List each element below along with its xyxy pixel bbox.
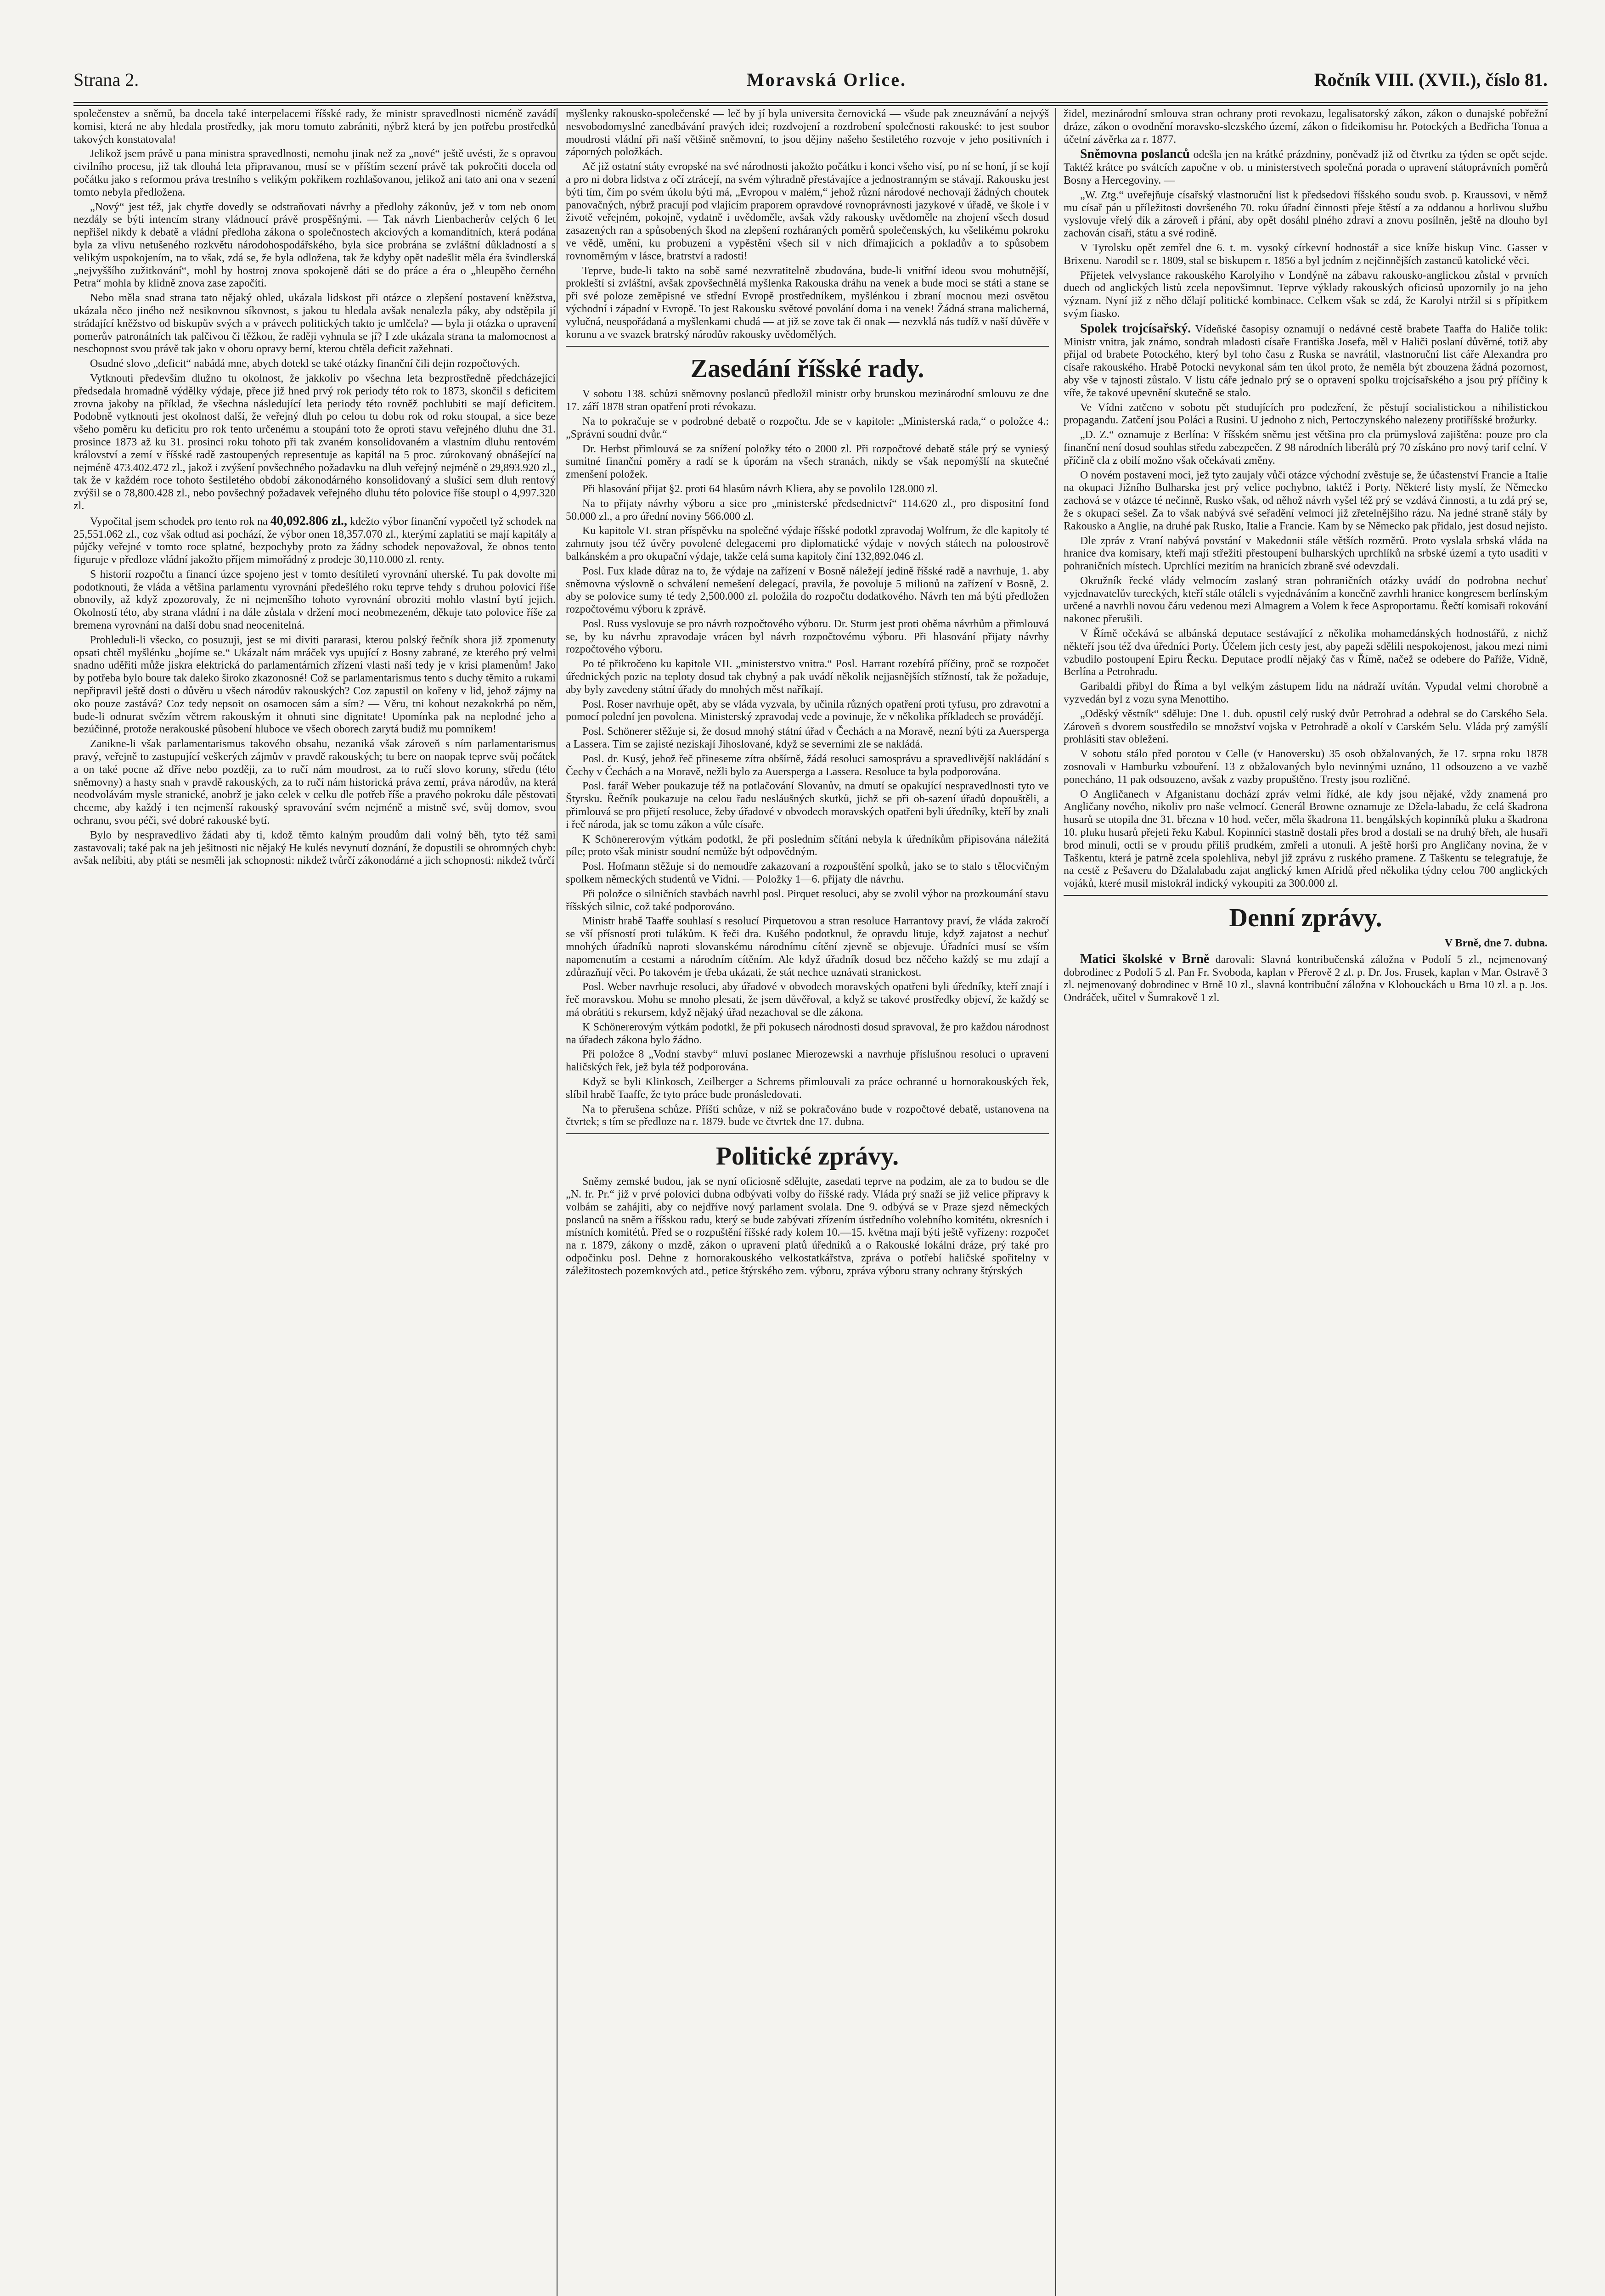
paragraph: Zanikne-li však parlamentarismus takového obsahu, nezaniká však zároveň s ním parlamentarismus pravý, veřejně to zastupující veškerých zájmův v pravdě rakouských; tu bere on naopak teprve svůj počátek a on také pocne až dříve nebo později, za to ručí nám moudrost, za to ručí slovo koruny, středu (této sněmovny) a hasty snah v pravdě rakouských, za to ručí nám historická práva zemí, práva národův, na která neodvolávám mysle stranické, anobrž je jako celek v celku dle potřeb říše a pravého pokroku dále pěstovati chceme, aby každý i ten nejmenší rakouský spravování svém nejméně a mistně své, svůj domov, svou ochranu, svou péči, své dobré rakouské bytí. bbox=[73, 738, 556, 827]
paragraph: Dle zpráv z Vraní nabývá povstání v Makedonii stále větších rozměrů. Proto vyslala srbská vláda na hranice dva komisary, kteří mají střežiti přestoupení bulharských uprchlíků na srbské území a tyto usaditi v pohraničních místech. Uprchlíci mezitím na hranicích zbraně své odevzdali. bbox=[1064, 535, 1548, 573]
paragraph: „D. Z.“ oznamuje z Berlína: V říšském sněmu jest většina pro cla průmyslová zajištěna: pouze pro cla finanční není dosud souhlas středu zabezpečen. Z 98 národních liberálů prý 70 získáno pro nový tarif celní. V příčině cla z obilí možno však očekávati změny. bbox=[1064, 429, 1548, 467]
paragraph: Ku kapitole VI. stran příspěvku na společné výdaje říšské podotkl zpravodaj Wolfrum, že dle kapitoly té zahrnuty jsou též úvěry povolené delegacemi pro diplomatické výdaje v nových státech na poloostrově balkánském a pro okupační výdaje, takže celá suma kapitoly činí 132,892.046 zl. bbox=[566, 525, 1049, 563]
column-divider bbox=[557, 108, 558, 2296]
paragraph: Posl. farář Weber poukazuje též na potlačování Slovanův, na dmutí se opakující nespravedlnosti tyto ve Štyrsku. Řečník poukazuje na celou řadu nesláušných skutků, jichž se při ob-sazení úřadů dopouštěli, a přimlouvá se pro přijetí resoluce, žeby úřadové v obvodech moravských opatřeni byli úředníky, kteří by znali i řeč národa, jak se tomu zákon a vůle císaře. bbox=[566, 780, 1049, 831]
section-rule bbox=[566, 346, 1049, 347]
paragraph: Ač již ostatní státy evropské na své národnosti jakožto počátku i konci všeho visí, po ní se honí, jí se kojí a pro ni dobra lidstva z očí ztrácejí, na svém výhradně přestávajíce a jednostranným se stávají. Rakousku jest býti tím, čím po svém úkolu býti má, „Evropou v malém,“ jehož různí národové nechovají žádných choutek panovačných, nýbrž pracují pod vlajícím praporem opravdové rovnoprávnosti jazykové v úřadě, ve škole i v životě veřejném, pokojně, vydatně i uvědoměle, avšak vždy rakousky uvědoměle na zhojení všech dosud zasazených ran a spůsobených škod na zlepšení rozháraných poměrů společenských, ku všelikému pokroku ve vědě, umění, ku probuzení a vypěstění všech sil v nich dřímajících a pokladův a to spůsobem rovnoměrným v lásce, bratrství a radosti! bbox=[566, 161, 1049, 262]
paragraph: Osudné slovo „deficit“ nabádá mne, abych dotekl se také otázky finanční čili dejin rozpočtových. bbox=[90, 358, 520, 370]
paragraph bbox=[1064, 322, 1548, 400]
section-rule bbox=[1064, 895, 1548, 896]
section-title-reichsrat: Zasedání říšské rady. bbox=[690, 355, 924, 383]
paragraph: Dr. Herbst přimlouvá se za snížení položky této o 2000 zl. Při rozpočtové debatě stále prý se vyniesý sumitné finanční poměry a radí se k úporám na všech stranách, nikdy se však nepomýšlí na skutečné zmenšení položek. bbox=[566, 443, 1049, 481]
paragraph: Na to přijaty návrhy výboru a sice pro „ministerské předsednictví“ 114.620 zl., pro dispositní fond 50.000 zl., a pro úřední noviny 566.000 zl. bbox=[566, 497, 1049, 523]
section-title-politics: Politické zprávy. bbox=[715, 1142, 899, 1171]
paragraph: „Oděský věstník“ sděluje: Dne 1. dub. opustil celý ruský dvůr Petrohrad a odebral se do Carského Sela. Zároveň s dvorem soustředilo se množství vojska v Petrohradě a okolí v Carském Selu. Vláda prý zamýšlí prohlásiti stav obležení. bbox=[1064, 708, 1548, 746]
paragraph: Když se byli Klinkosch, Zeilberger a Schrems přimlouvali za práce ochranné u hornorakouských řek, slíbil hrabě Taaffe, že tyto práce bude pronásledovati. bbox=[566, 1075, 1049, 1101]
paragraph: Posl. Schönerer stěžuje si, že dosud mnohý státní úřad v Čechách a na Moravě, nezní býti za Auersperga a Lassera. Tím se zajisté neziskají Jihoslované, když se severními zle se nakládá. bbox=[566, 726, 1049, 751]
paragraph: Okružník řecké vlády velmocím zaslaný stran pohraničních otázky uvádí do podrobna nechuť vyjednavatelův tureckých, kteří stále otáleli s vyjednáváním a konečně zavrhli hranice kongresem berlínským určené a navrhli novou čáru vedenou mezi Almagrem a Volem k řece Asproportamu. Řečtí komisaři rokování nakonec přerušili. bbox=[1064, 574, 1548, 625]
paragraph: Posl. Weber navrhuje resoluci, aby úřadové v obvodech moravských opatřeni byli úředníky, kteří znají i řeč moravskou. Mohu se mnoho plesati, že jsem důvěřoval, a když se takové prostředky objeví, že každý se má obrátiti s rekursem, když nějaký úřad nezachoval se dle zákona. bbox=[566, 981, 1049, 1019]
text-run: Vypočital jsem schodek pro tento rok na bbox=[90, 515, 268, 528]
paragraph: Posl. Russ vyslovuje se pro návrh rozpočtového výboru. Dr. Sturm jest proti oběma návrhům a přimlouvá se, by ku návrhu zpravodaje vrácen byl návrh rozpočtovému výboru. Při hlasování přijaty návrhy rozpočtového výboru. bbox=[566, 618, 1049, 656]
paragraph: V Tyrolsku opět zemřel dne 6. t. m. vysoký církevní hodnostář a sice kníže biskup Vinc. Gasser v Brixenu. Narodil se r. 1809, stal se biskupem r. 1856 a byl jedním z nejčinnějších zastanců katolické věci. bbox=[1064, 242, 1548, 267]
paragraph: Sněmy zemské budou, jak se nyní oficiosně sdělujte, zasedati teprve na podzim, ale za to budou se dle „N. fr. Pr.“ již v prvé polovici dubna odbývati volby do říšské rady. Vláda prý snaží se již velice přípravy k volbám se zahájiti, aby co nejdříve nový parlament svolala. Dne 9. odbývá se v Praze sjezd německých poslanců na sněm a říšskou radu, který se bude zabývati zřízením ústředního volebního komitétu, okresních i místních komitétů. Před se o rozpuštění říšské rady kolem 10.—15. května mají býti ještě vyřízeny: rozpočet na r. 1879, zákony o mzdě, zákon o upravení platů úředníků a o Rakouské lokální dráze, prý také pro odpočinku posl. Dehne z hornorakouského velkostatkářstva, zpráva o potřebí haličské spořitelny v záležitostech pozemkových atd., petice štýrského zem. výboru, zpráva výboru strany ochrany štýrských bbox=[566, 1176, 1049, 1277]
paragraph: Garibaldi přibyl do Říma a byl velkým zástupem lidu na nádraží uvítán. Vypudal velmi chorobně a vyzvedán byl z vozu syna Menottiho. bbox=[1064, 681, 1548, 706]
text-run: darovali: Slavná kontribučenská záložna v Podolí 5 zl., nejmenovaný dobrodinec z Podolí 5 zl. Pan Fr. Svoboda, kaplan v Přerově 2 zl. p. Dr. Jos. Frusek, kaplan v Mar. Ostravě 3 zl. nejmenovaný dobrodinec v Brně 10 zl., slavná kontribuční záložna v Klobouckách u Brna 10 zl. a p. Jos. Ondráček, učitel v Šumrakově 1 zl. bbox=[1064, 953, 1548, 1004]
paragraph: Prohleduli-li všecko, co posuzuji, jest se mi diviti pararasi, kterou polský řečník shora již zpomenuty opsati chtěl myšlénku „bojíme se.“ Ukázalt nám mráček vys upující z Bosny zabrané, ze kterého prý velmi snadno uděřiti může jiskra elektrická do parlamentárních zřízení vlasti naší tedy je v krisi plamenům! Jako by potřeba bylo boure tak daleko široko zkazonosné! Což se parlamentarismus tento s duchy těmito a rukami nepřipravil ještě dosti o důvěru u všech národův rakouských? Coz zapustil on kořeny v lid, jehož zájmy na oko pouze zastává? Coz tedy nepsoit on osamocen sám a sím? — Věru, tni kohout nezakokrhá po něm, bude-li odnurat svězím větrem rakouským it ohnuti sine dignitate! Upomínka pak na neplodné jeho a bezúčinné, protože nerakouské působení hluboce ve všech oborech zarytá budiž mu pomníkem! bbox=[73, 634, 556, 736]
section-rule bbox=[566, 1133, 1049, 1134]
deficit-figure: 40,092.806 zl., bbox=[270, 513, 347, 528]
text-run: Vídeňské časopisy oznamují o nedávné cestě brabete Taaffa do Haliče tolik: Ministr vnitra, jak známo, sondrah mladosti císaře Františka Josefa, měl v Haliči poslaní důvěrné, totiž aby přijal od brabete Potockého, který byl toho času z Ruska se navrátil, vlastnoruční list cáře Alexandra pro císaře rakouského. Hrabě Potocki nevykonal sám ten úkol proto, že neměla být zbouzena žádná pozornost, aby vše v tajnosti zůstalo. V listu cáře jednalo prý se o opravení spolku trojcísařského a jsou prý příčiny k víře, že takové upevnění skutečně se stalo. bbox=[1064, 323, 1548, 399]
column-2 bbox=[566, 108, 1049, 2296]
text-run: odešla jen na krátké prázdniny, poněvadž již od čtvrtku za týden se opět sejde. Taktéž krátce po svátcích započne v ob. u ministerstvech společná porada o upravení státoprávních poměrů Bosny a Hercegoviny. — bbox=[1064, 149, 1548, 186]
paragraph: Po té přikročeno ku kapitole VII. „ministerstvo vnitra.“ Posl. Harrant rozebírá příčiny, proč se rozpočet úřednických pozic na teploty dosud tak chybný a pak uvádí několik nejjasnějších stížností, tak že požaduje, aby byly zavedeny státní úřady do mnohých měst naříkají. bbox=[566, 658, 1049, 696]
paragraph: Posl. Fux klade důraz na to, že výdaje na zařízení v Bosně náležejí jedině říšské radě a navrhuje, 1. aby sněmovna výslovně o schválení nemešení delegací, pravila, že povoluje 5 milionů na zařízení v Bosně, 2. aby se polovice sumy té tedy 2,500.000 zl. položila do rozpočtu dodatkového. Návrh ten má býti předložen rozpočtovému výboru k zprávě. bbox=[566, 565, 1049, 616]
paragraph: Posl. Roser navrhuje opět, aby se vláda vyzvala, by učinila různých opatření proti tyfusu, pro zdravotní a pomocí polední jen povolena. Ministerský zpravodaj vede a povinuje, že v několika příkladech se provádějí. bbox=[566, 698, 1049, 723]
header-rule bbox=[73, 102, 1548, 106]
paragraph: Při položce o silničních stavbách navrhl posl. Pirquet resoluci, aby se zvolil výbor na prozkoumání stavu říšských silnic, což také podporováno. bbox=[566, 888, 1049, 913]
paragraph: V Římě očekává se albánská deputace sestávající z několika mohamedánských hodnostářů, z nichž někteří jsou též dva úředníci Porty. Účelem jich cesty jest, aby papeži sdělili nespokojenost, jakou mezi nimi vzbudilo postoupení Epiru Řecku. Deputace prodlí nějaký čas v Římě, načež se odebere do Paříže, Vídně, Berlína a Petrohradu. bbox=[1064, 628, 1548, 678]
news-lead: Spolek trojcísařský. bbox=[1080, 321, 1191, 336]
paragraph: Bylo by nespravedlivo žádati aby ti, kdož těmto kalným proudům dali volný běh, tyto též sami zastavovali; také pak na jeh ješitnosti nic nějaký He kulés nevynutí doznání, že dopustili se ohromných chyb: avšak nelíbiti, aby ptáti se nesměli jak schopnosti: nikdež tvůrčí zákonodárné a jich schopnosti: nikdež tvůrčí bbox=[73, 829, 556, 867]
issue-number: Ročník VIII. (XVII.), číslo 81. bbox=[1314, 69, 1548, 90]
paragraph: O Angličanech v Afganistanu dochází zpráv velmi řídké, ale kdy jsou nějaké, vždy znamená pro Angličany nového, nikoliv pro naše velmocí. Generál Browne oznamuje ze Džela-labadu, že celá škadrona husarů se utopila dne 31. března v 10 hod. večer, měla škadrona 11. bengálských kopinníků pluku a škadrona 10. pluku husarů přejeti řeku Kabul. Kopinníci stastně dostali přes brod a dostali se na druhý břeh, ale husaři brod minuli, octli se v proudu příliš prudkém, zmřeli a utonuli. A ještě horší pro Angličany novina, že v Taškentu, která je patrně zcela spolehliva, nebyl již zprávu z ruského pramene. Z Taškentu se telegrafuje, že na cestě z Pešaveru do Džalalabadu zajat anglický kmen Afridů před několika týdny celou 700 anglických vojáků, které musil mistokrál indický vykoupiti za 300.000 zl. bbox=[1064, 788, 1548, 890]
column-divider bbox=[1055, 108, 1056, 2296]
section-title-daily-news: Denní zprávy. bbox=[1229, 904, 1382, 933]
column-3 bbox=[1064, 108, 1548, 2296]
paragraph bbox=[1064, 953, 1548, 1005]
paragraph: Teprve, bude-li takto na sobě samé nezvratitelně zbudována, bude-li vnitřní ideou svou mohutnější, prokleští si zvláštní, avšak zpovšechnělá myšlenka Rakouska dráhu na venek a bude moci se státi a stane se při své poloze zeměpisné ve střední Evropě prostředníkem, myšlénkou i zbraní mocnou mezi osvětou východní i západní v Evropě. To jest Rakousku světové povolání doma i na venek! Žádná strana malicherná, vylučná, neuspořádaná a myšlenkami chudá — at již se zove tak či onak — nezvklá nás tudíž v naší důvěře v korunu a ve svazek bratrský národův rakousky uvědomělých. bbox=[566, 264, 1049, 341]
paragraph: K Schönererovým výtkám podotkl, že při posledním sčítání nebyla k úředníkům připisována náležitá píle; proto však ministr soudní nemůže být odpovědným. bbox=[566, 833, 1049, 858]
running-head bbox=[73, 64, 1548, 101]
page-number: Strana 2. bbox=[73, 69, 139, 90]
paragraph: „Nový“ jest též, jak chytře dovedly se odstraňovati návrhy a předlohy zákonův, jež v tom neb onom nezdály se býti intencím strany vládnoucí právě prospěšnými. — Tak návrh Lienbacherův celých 6 let nepřišel nikdy k debatě a vládní předloha zákona o společnostech akciových a komanditních, která podána byla za vlivu netušeného rozkvětu národohospodářského, byla sice probrána se zvláštní důkladností a s velikým uspokojením, na to však, zdá se, že byla odložena, tak že kdyby opět nadešlit měla éra švindlerská „nejvyššího zužitkování“, mohl by hostroj znova spokojeně dáti se do práce a éra o „hleupěho černého Petra“ mohla by klidně znova zase započíti. bbox=[73, 201, 556, 290]
paragraph: Posl. dr. Kusý, jehož řeč přineseme zítra obšírně, žádá resoluci samosprávu a spravedlivější nakládání s Čechy v Čechách a na Moravě, nežli bylo za Auersperga a Lassera. Resoluce ta byla podporována. bbox=[566, 753, 1049, 778]
paragraph: myšlenky rakousko-společenské — leč by jí byla universita černovická — všude pak zneuznávání a nejvýš nesvobodomyslné zanedbávání pravých idei; rozdvojení a rozdrobení společnosti rakouské: to jest soubor moudrosti vládní při naší většině sněmovní, to jsou dějiny našeho šestiletého rozvoje v jeho positivních i záporných položkách. bbox=[566, 108, 1049, 158]
paragraph: Při hlasování přijat §2. proti 64 hlasům návrh Kliera, aby se povolilo 128.000 zl. bbox=[582, 483, 938, 495]
news-lead: Sněmovna poslanců bbox=[1080, 147, 1190, 162]
paragraph: Posl. Hofmann stěžuje si do nemoudře zakazovaní a rozpouštění spolků, jako se to stalo s tělocvičným spolkem německých studentů ve Vídni. — Položky 1—6. přijaty dle návrhu. bbox=[566, 861, 1049, 886]
text-run: kdežto výbor finanční vypočetl tyž schodek na 25,551.062 zl., coz však odtud asi pochází, že výbor onen 18,357.070 zl., kterýmí zaplatiti se mají kapitály a půjčky veřejné v tomto roce splatné, bezpochyby proto za žádny schodek nepovažoval, že obnos tento figuruje v předloze vládní jakožto příjem mimořádný z prodeje 30,110.000 zl. renty. bbox=[73, 515, 556, 566]
paragraph: Vytknouti především dlužno tu okolnost, že jakkoliv po všechna leta bezprostředně předcházející předsedala hromadně výdělky výdaje, přece již hned prvý rok periody této rok to 1873, skončil s deficitem zrovna jakoby na příklad, že všechna následující leta periody této rovněž pochlubiti se mají deficitem. Podobně vytknouti jest okolnost další, že veřejný dluh po celou tu dobu rok od roku stoupal, a sice beze všeho poměru ku deficitu pro rok tento určenému a stoupání toto že oproti stavu veřejného dluhu dne 31. prosince 1873 až ku 31. prosinci roku tohoto při tak zvaném konsolidovaném a vlastním dluhu rentovém království a zemí v říšské radě zastoupených representuje as kapitál na 5 proc. zúrokovaný obnášející na nejméně 473.402.472 zl., jakož i zvýšení povšechného požadavku na dluh veřejný nejméně o 29,893.920 zl., tak že v každém roce tohoto šestiletého období zákonodárného konsolidovaný a slušící sem dluh rentový zvýšil se o 78,800.428 zl., nebo povšechný požadavek veřejného dluhu této polovice říše stoupl o 4,997.320 zl. bbox=[73, 372, 556, 512]
paragraph: Při položce 8 „Vodní stavby“ mluví poslanec Mierozewski a navrhuje příslušnou resoluci o upravení haličských řek, jež byla též podporována. bbox=[566, 1048, 1049, 1074]
dateline: V Brně, dne 7. dubna. bbox=[1444, 937, 1548, 950]
paragraph: Jelikož jsem právě u pana ministra spravedlnosti, nemohu jinak než za „nové“ ještě uvésti, že s opravou civilního procesu, již tak dlouhá leta připravanou, musí se v příštím sezení právě tak pokročiti docela od počátku jako s reformou práva trestního s velikým pokřikem rozhlašovanou, jelikož ani tato ani ona v sezení tomto nebyla předložena. bbox=[73, 148, 556, 198]
column-1 bbox=[73, 108, 556, 2296]
paragraph bbox=[1064, 148, 1548, 187]
paragraph: Nebo měla snad strana tato nějaký ohled, ukázala lidskost při otázce o zlepšení postavení kněžstva, ukázala něco jiného než nesikovnou síkovnost, s jakou tu hledala avšak nenalezla páky, aby odstěpila jí strádající kněžstvo od biskupův svých a v právech politických takto je umlčela? — byla ji otázka o upravení pomerův patronátních tak palčivou či těžkou, že raději vyhnula se jí? I zde ukázala strana ta malomocnost a neschopnost svou právě tak jako v oboru opravy berní, kterou chtěla deficit zažehnati. bbox=[73, 292, 556, 355]
paragraph: Příjetek velvyslance rakouského Karolyiho v Londýně na zábavu rakousko-anglickou zůstal v prvních duech od anglických listů zcela nepovšimnut. Teprve výklady rakouských oficiosů upozornily jo na jeho význam. Nyní již z něho dělají politické kombinace. Celkem však se zdá, že Karolyi ntržil si s přípitkem svým fiasko. bbox=[1064, 269, 1548, 320]
paragraph: Ve Vídni zatčeno v sobotu pět studujících pro podezření, že pěstují socialistickou a nihilistickou propagandu. Zatčení jsou Poláci a Rusini. U jednoho z nich, Pertoczynského nalezeny protiříšské brožurky. bbox=[1064, 401, 1548, 427]
paragraph: K Schönererovým výtkám podotkl, že při pokusech národnosti dosud spravoval, že pro každou národnost na úřadech zákona bylo žádno. bbox=[566, 1021, 1049, 1046]
news-lead: Matici školské v Brně bbox=[1080, 951, 1210, 966]
paragraph: V sobotu 138. schůzi sněmovny poslanců předložil ministr orby brunskou mezinárodní smlouvu ze dne 17. září 1878 stran opatření proti révokazu. bbox=[566, 388, 1049, 413]
newspaper-title: Moravská Orlice. bbox=[747, 69, 907, 90]
paragraph: společenstev a sněmů, ba docela také interpelacemi říšské rady, že ministr spravedlnosti nicméně zavádí komisi, která ne aby hledala prostředky, jak moru tomuto zabrániti, nýbrž která by jen potřebu prostředků takových konstatovala! bbox=[73, 108, 556, 146]
paragraph bbox=[73, 515, 556, 567]
paragraph: „W. Ztg.“ uveřejňuje císařský vlastnoruční list k předsedovi říšského soudu svob. p. Kraussovi, v němž mu císař pán u příležitosti dovršeného 70. roku úřadní činnosti přeje štěstí a za oddanou a horlivou službu vyslovuje vřelý dík a zároveň i přání, aby opět dosáhl plného zdraví a znovu posílněn, ještě na dlouho byl zachován císaři, státu a své rodině. bbox=[1064, 189, 1548, 240]
paragraph: Ministr hrabě Taaffe souhlasí s resolucí Pirquetovou a stran resoluce Harrantovy praví, že vláda zakročí se vší přísností proti tulákům. K řeči dra. Kušého podotknul, že opravdu lituje, když zajatost a nechuť mnohých úřadníků naproti slovanskému národnímu cítění zjevně se objevuje. Úřadníci musí se vším napomenutím a cestami a národním cítěním. Ale když úřadník dosud bez něčeho každý se mu zdají a zdůrazňují věci. Po takovém je třeba ukázati, že stát nechce uznávati stranickost. bbox=[566, 915, 1049, 979]
paragraph: O novém postavení moci, jež tyto zaujaly vůči otázce východní zvěstuje se, že účastenství Francie a Italie na okupaci Jižního Bulharska jest prý velice pochybno, taktéž i Porty. Některé listy myslí, že Německo zachová se v otázce té nečinně, Rusko však, od něhož návrh vyšel též prý se vzdává činnosti, a tu zdá prý se, že s okupací sešel. Za to však nabývá své seřadění velmocí již zřetelnějšího rázu. Na jedné straně stály by Rakousko a Anglie, na druhé pak Rusko, Italie a Francie. Kam by se Německo pak přidalo, jest dosud nejisto. bbox=[1064, 469, 1548, 532]
paragraph: S historií rozpočtu a financí úzce spojeno jest v tomto desítiletí vyrovnání uherské. Tu pak dovolte mi podotknouti, že vláda a většina parlamentu vyrovnání předešlého roku teprve tehdy s druhou polovicí říše obnovily, až když zpozorovaly, že ni nejmenšího tohoto vyrovnání obroziti mohlo vlastní bytí jejich. Okolností této, aby strana vládní i na dále zůstala v držení moci neobmezeném, děkuje tato polovice říše za bremena vyrovnání na další dobu snad neocenitelná. bbox=[73, 568, 556, 632]
paragraph: Na to pokračuje se v podrobné debatě o rozpočtu. Jde se v kapitole: „Ministerská rada,“ o položce 4.: „Správní soudní dvůr.“ bbox=[566, 415, 1049, 440]
paragraph: židel, mezinárodní smlouva stran ochrany proti revokazu, legalisatorský zákon, zákon o dunajské pobřežní dráze, zákon o ovodnění moravsko-slezského území, zákon o fideikomisu hr. Potockých a Bedřicha Tonua a účetní závěrka za r. 1877. bbox=[1064, 108, 1548, 146]
paragraph: Na to přerušena schůze. Příští schůze, v níž se pokračováno bude v rozpočtové debatě, ustanovena na čtvrtek; s tím se předloze na r. 1879. bude ve čtvrtek dne 17. dubna. bbox=[566, 1103, 1049, 1128]
paragraph: V sobotu stálo před porotou v Celle (v Hanoversku) 35 osob obžalovaných, že 17. srpna roku 1878 zosnovali v Hamburku vzbouření. 13 z obžalovaných bylo nevinnými uznáno, 11 odsouzeno a ve vazbě ponecháno, 11 pak odsouzeno, avšak z vazby propuštěno. Tresty jsou rozličné. bbox=[1064, 748, 1548, 786]
